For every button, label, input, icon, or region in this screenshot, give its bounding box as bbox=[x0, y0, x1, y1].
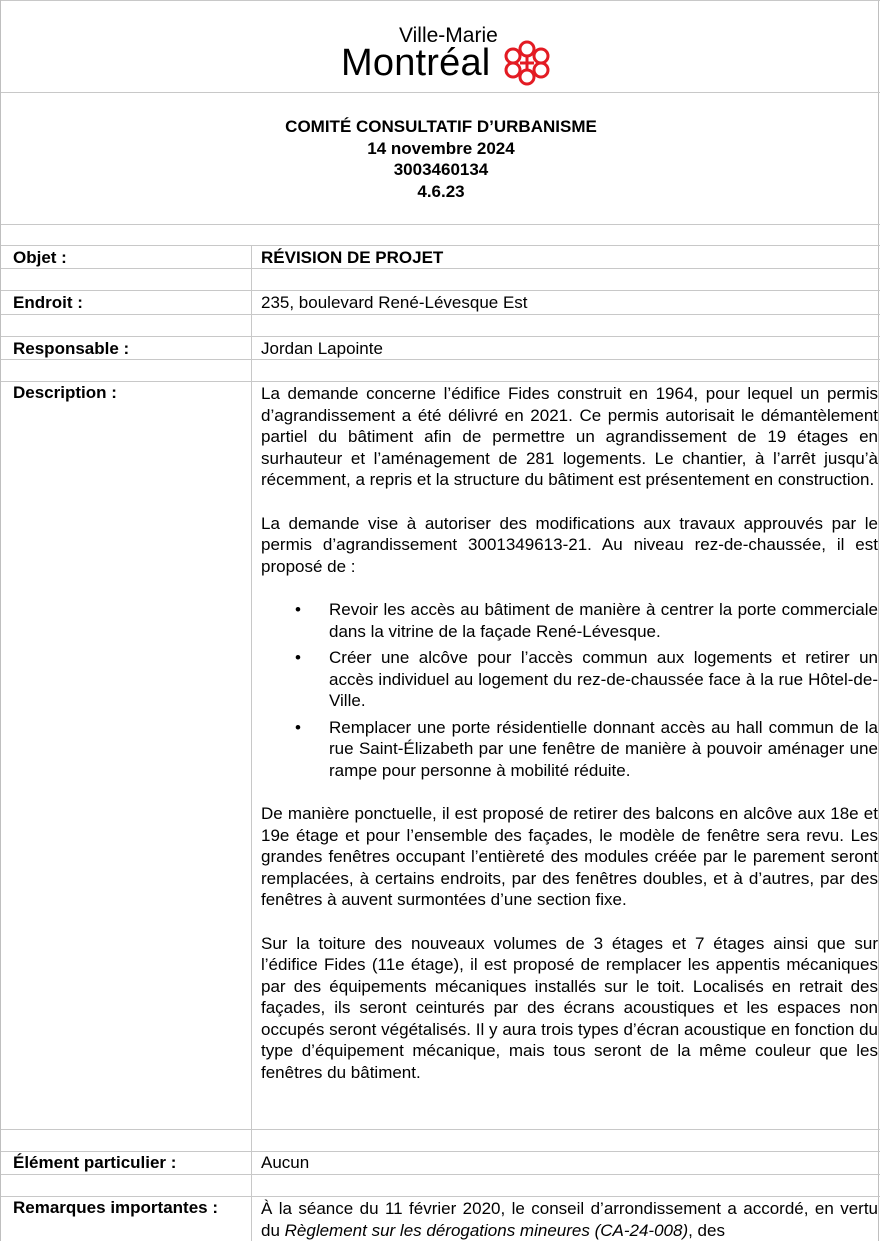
item-number: 4.6.23 bbox=[417, 181, 465, 201]
element-label: Élément particulier : bbox=[13, 1153, 177, 1172]
logo-borough: Ville-Marie bbox=[399, 24, 498, 47]
table-border bbox=[1, 245, 880, 246]
bullet-icon: • bbox=[295, 648, 301, 667]
montreal-logo bbox=[341, 24, 561, 88]
file-number: 3003460134 bbox=[393, 160, 489, 179]
column-divider bbox=[251, 245, 252, 1241]
remarques-text-end: , des bbox=[688, 1220, 725, 1240]
table-border bbox=[1, 359, 880, 360]
committee-title: COMITÉ CONSULTATIF D’URBANISME bbox=[285, 117, 597, 136]
list-item-text: Remplacer une porte résidentielle donnant accès au hall commun de la rue Saint-Élizabeth par une fenêtre de manière à pouvoir aménager une rampe pour personne à mobilité réduite. bbox=[329, 717, 878, 780]
remarques-text-start: À la séance du 11 février 2020, le conseil d’arrondissement a accordé, en vertu du bbox=[261, 1199, 878, 1240]
regulation-reference: Règlement sur les dérogations mineures (CA-24-008) bbox=[284, 1220, 689, 1240]
proposal-list bbox=[261, 599, 878, 781]
table-border bbox=[1, 1174, 880, 1175]
endroit-label: Endroit : bbox=[13, 293, 83, 312]
responsable-label: Responsable : bbox=[13, 339, 130, 358]
description-paragraph: Sur la toiture des nouveaux volumes de 3 étages et 7 étages ainsi que sur l’édifice Fides (11e étage), il est proposé de remplacer les appentis mécaniques par des équipements mécaniques installés sur le toit. Localisés en retrait des façades, ils seront ceinturés par des écrans acoustiques et les espaces non occupés seront végétalisés. Il y aura trois types d’écran acoustique en fonction du type d’équipement mécanique, mais tous seront de la même couleur que les fenêtres du bâtiment. bbox=[261, 933, 878, 1082]
remarques-label: Remarques importantes : bbox=[13, 1198, 218, 1217]
table-border bbox=[1, 314, 880, 315]
table-border bbox=[1, 1196, 880, 1197]
table-border bbox=[1, 290, 880, 291]
description-paragraph: La demande concerne l’édifice Fides construit en 1964, pour lequel un permis d’agrandissement a été délivré en 2021. Ce permis autorisait le démantèlement partiel du bâtiment afin de permettre un agrandissement de 19 étages en surhauteur et l’aménagement de 281 logements. Le chantier, à l’arrêt jusqu’à récemment, a repris et la structure du bâtiment est présentement en construction. bbox=[261, 384, 878, 489]
remarques-text bbox=[261, 1198, 878, 1241]
montreal-rosette-icon bbox=[502, 40, 552, 86]
document-header bbox=[1, 116, 880, 202]
bullet-icon: • bbox=[295, 600, 301, 619]
responsable-value: Jordan Lapointe bbox=[261, 339, 383, 358]
description-paragraph: De manière ponctuelle, il est proposé de retirer des balcons en alcôve aux 18e et 19e étage et pour l’ensemble des façades, le modèle de fenêtre sera revu. Les grandes fenêtres occupant l’entièreté des modules créée par le parement seront remplacées, à certains endroits, par des fenêtres doubles, et à d’autres, par des fenêtres à auvent surmontées d’une section fixe. bbox=[261, 804, 878, 909]
endroit-value: 235, boulevard René-Lévesque Est bbox=[261, 293, 528, 312]
table-border bbox=[1, 268, 880, 269]
list-item bbox=[261, 599, 878, 642]
description-paragraph: La demande vise à autoriser des modifications aux travaux approuvés par le permis d’agrandissement 3001349613-21. Au niveau rez-de-chaussée, il est proposé de : bbox=[261, 513, 878, 576]
meeting-date: 14 novembre 2024 bbox=[367, 138, 515, 158]
list-item bbox=[261, 717, 878, 782]
table-border bbox=[1, 1151, 880, 1152]
description-body bbox=[261, 383, 878, 1105]
logo-city: Montréal bbox=[341, 42, 491, 84]
table-border bbox=[1, 224, 880, 225]
description-label: Description : bbox=[13, 383, 117, 402]
table-border bbox=[1, 92, 880, 93]
list-item bbox=[261, 647, 878, 712]
list-item-text: Revoir les accès au bâtiment de manière à centrer la porte commerciale dans la vitrine de la façade René-Lévesque. bbox=[329, 600, 878, 641]
table-border bbox=[1, 336, 880, 337]
table-border bbox=[1, 1129, 880, 1130]
objet-label: Objet : bbox=[13, 248, 67, 267]
bullet-icon: • bbox=[295, 717, 301, 737]
list-item-text: Créer une alcôve pour l’accès commun aux logements et retirer un accès individuel au logement du rez-de-chaussée face à la rue Hôtel-de-Ville. bbox=[329, 648, 878, 710]
table-border bbox=[1, 0, 880, 1]
table-border bbox=[1, 381, 880, 382]
objet-value: RÉVISION DE PROJET bbox=[261, 248, 444, 267]
element-value: Aucun bbox=[261, 1153, 310, 1172]
